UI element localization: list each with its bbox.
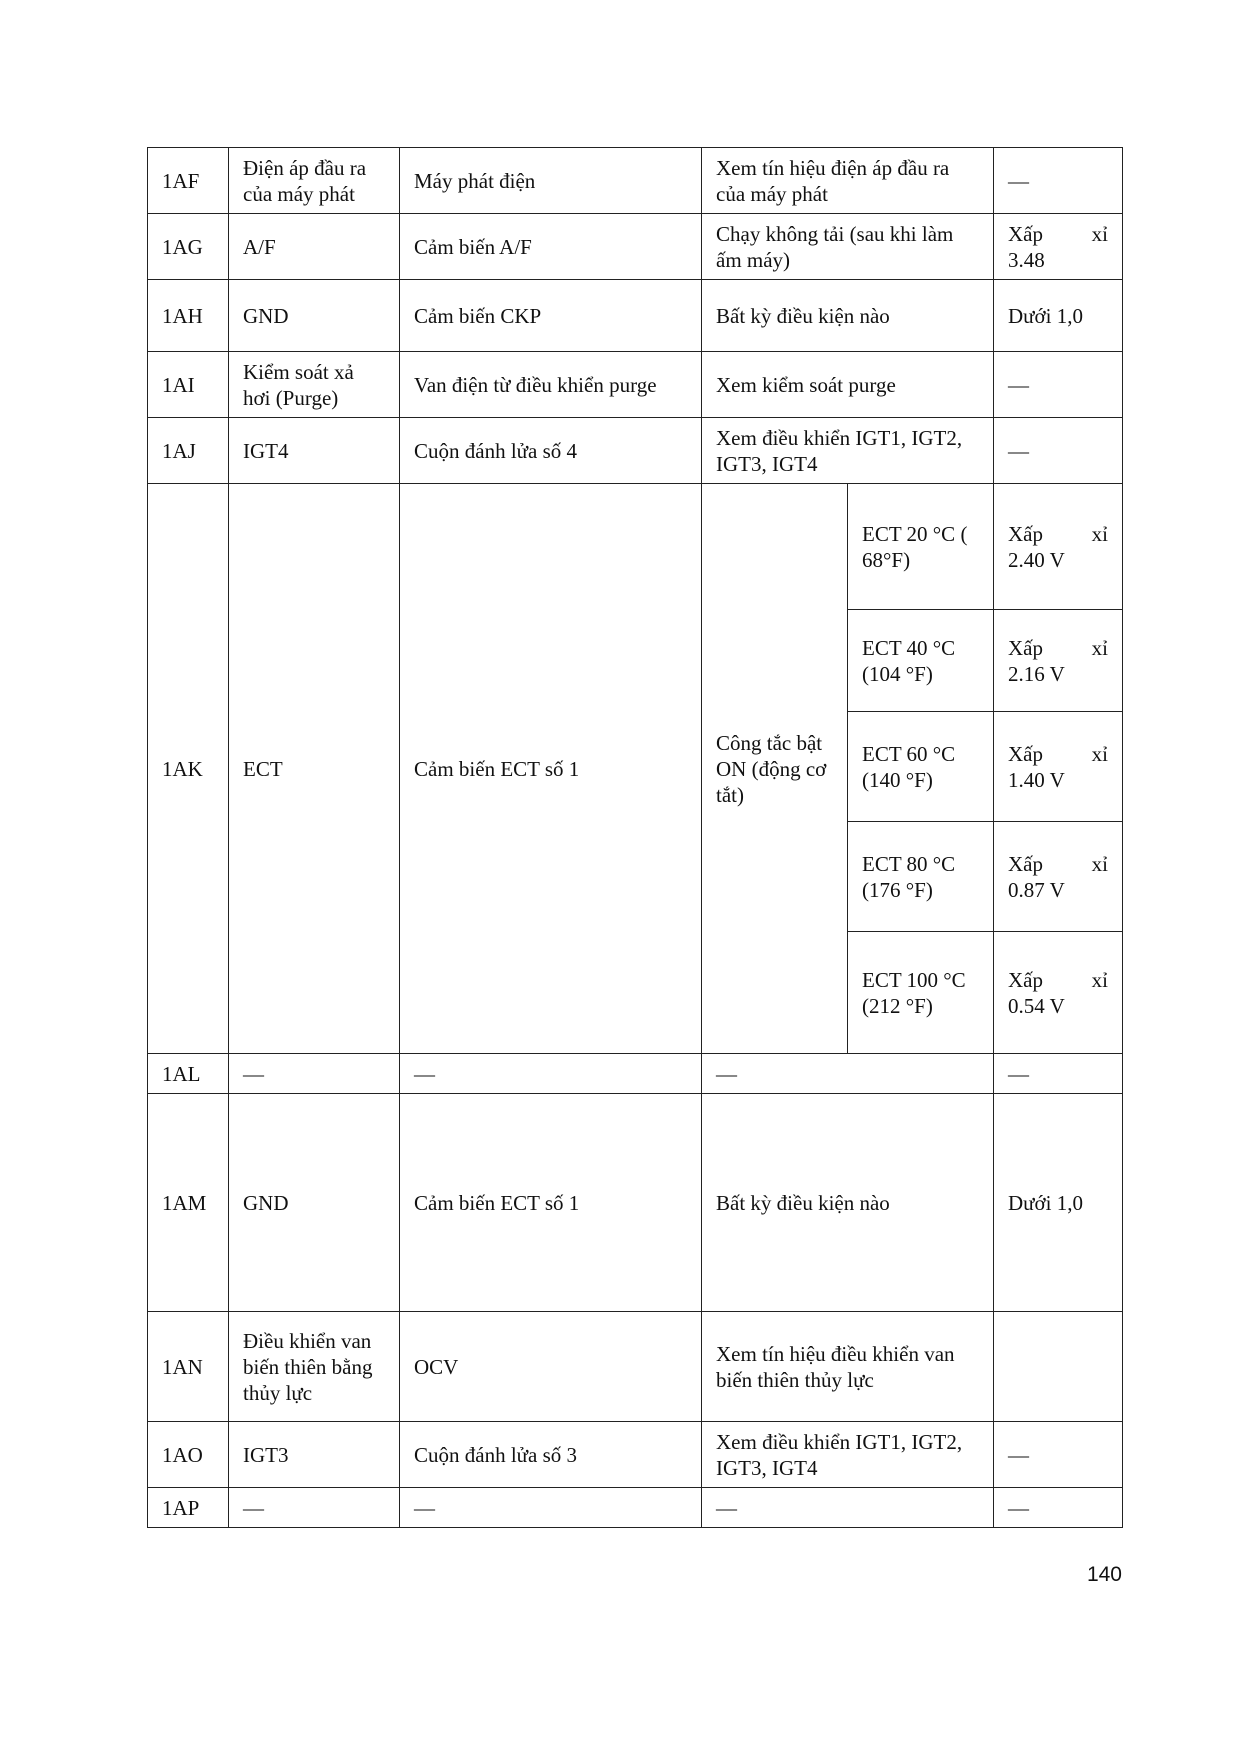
table-row <box>148 352 1123 418</box>
table-row <box>148 214 1123 280</box>
spec-word: Xấp <box>1008 221 1043 246</box>
terminal-table <box>147 147 1123 1528</box>
spec-word: xỉ <box>1091 741 1108 766</box>
signal-cell: IGT4 <box>229 418 400 484</box>
condition-cell: Xem tín hiệu điều khiển van biến thiên thủy lực <box>702 1312 994 1422</box>
spec-cell: — <box>994 418 1123 484</box>
component-cell: OCV <box>400 1312 702 1422</box>
component-cell: Cảm biến ECT số 1 <box>400 1094 702 1312</box>
pin-cell: 1AM <box>148 1094 229 1312</box>
page-number: 140 <box>1086 1563 1122 1586</box>
spec-word: Xấp <box>1008 741 1043 766</box>
table-row <box>148 1488 1123 1528</box>
spec-cell: — <box>994 1422 1123 1488</box>
spec-word: xỉ <box>1091 635 1108 660</box>
spec-cell <box>994 610 1123 712</box>
spec-value: 3.48 <box>1008 247 1045 272</box>
spec-word: Xấp <box>1008 635 1043 660</box>
spec-cell <box>994 712 1123 822</box>
component-cell: — <box>400 1054 702 1094</box>
spec-word: Xấp <box>1008 967 1043 992</box>
spec-cell <box>994 1312 1123 1422</box>
signal-cell: Kiểm soát xả hơi (Purge) <box>229 352 400 418</box>
component-cell: Van điện từ điều khiển purge <box>400 352 702 418</box>
signal-cell: — <box>229 1488 400 1528</box>
signal-cell: GND <box>229 1094 400 1312</box>
pin-cell: 1AG <box>148 214 229 280</box>
condition-cell: Bất kỳ điều kiện nào <box>702 280 994 352</box>
signal-cell: A/F <box>229 214 400 280</box>
table-row <box>148 418 1123 484</box>
spec-cell: — <box>994 1488 1123 1528</box>
spec-word: Xấp <box>1008 851 1043 876</box>
table-row <box>148 148 1123 214</box>
condition-cell: Xem tín hiệu điện áp đầu ra của máy phát <box>702 148 994 214</box>
component-cell: Máy phát điện <box>400 148 702 214</box>
component-cell: — <box>400 1488 702 1528</box>
spec-cell <box>994 822 1123 932</box>
table-row <box>148 1312 1123 1422</box>
spec-cell: Dưới 1,0 <box>994 280 1123 352</box>
temperature-cell: ECT 60 °C (140 °F) <box>848 712 994 822</box>
temperature-cell: ECT 80 °C (176 °F) <box>848 822 994 932</box>
condition-cell: Xem điều khiển IGT1, IGT2, IGT3, IGT4 <box>702 418 994 484</box>
pin-cell: 1AJ <box>148 418 229 484</box>
pin-cell: 1AN <box>148 1312 229 1422</box>
spec-value: 2.16 V <box>1008 661 1065 686</box>
pin-cell: 1AH <box>148 280 229 352</box>
pin-cell: 1AK <box>148 484 229 1054</box>
spec-word: xỉ <box>1091 521 1108 546</box>
spec-value: 2.40 V <box>1008 547 1065 572</box>
table-row <box>148 1054 1123 1094</box>
signal-cell: IGT3 <box>229 1422 400 1488</box>
spec-value: 0.54 V <box>1008 993 1065 1018</box>
table-row <box>148 1094 1123 1312</box>
signal-cell: — <box>229 1054 400 1094</box>
spec-cell <box>994 932 1123 1054</box>
spec-cell: Dưới 1,0 <box>994 1094 1123 1312</box>
signal-cell: Điều khiển van biến thiên bằng thủy lực <box>229 1312 400 1422</box>
condition-cell: Công tắc bật ON (động cơ tắt) <box>702 484 848 1054</box>
temperature-cell: ECT 100 °C (212 °F) <box>848 932 994 1054</box>
condition-cell: Xem điều khiển IGT1, IGT2, IGT3, IGT4 <box>702 1422 994 1488</box>
condition-cell: — <box>702 1054 994 1094</box>
spec-value: 1.40 V <box>1008 767 1065 792</box>
temperature-cell: ECT 20 °C ( 68°F) <box>848 484 994 610</box>
component-cell: Cảm biến CKP <box>400 280 702 352</box>
spec-cell <box>994 214 1123 280</box>
pin-cell: 1AF <box>148 148 229 214</box>
pin-cell: 1AP <box>148 1488 229 1528</box>
signal-cell: GND <box>229 280 400 352</box>
signal-cell: Điện áp đầu ra của máy phát <box>229 148 400 214</box>
spec-value: 0.87 V <box>1008 877 1065 902</box>
component-cell: Cuộn đánh lửa số 4 <box>400 418 702 484</box>
component-cell: Cảm biến ECT số 1 <box>400 484 702 1054</box>
spec-word: xỉ <box>1091 851 1108 876</box>
spec-word: xỉ <box>1091 221 1108 246</box>
spec-word: Xấp <box>1008 521 1043 546</box>
condition-cell: Bất kỳ điều kiện nào <box>702 1094 994 1312</box>
condition-cell: Xem kiểm soát purge <box>702 352 994 418</box>
component-cell: Cảm biến A/F <box>400 214 702 280</box>
spec-cell: — <box>994 352 1123 418</box>
table-row <box>148 1422 1123 1488</box>
pin-cell: 1AL <box>148 1054 229 1094</box>
spec-cell <box>994 484 1123 610</box>
spec-cell: — <box>994 1054 1123 1094</box>
condition-cell: — <box>702 1488 994 1528</box>
spec-cell: — <box>994 148 1123 214</box>
pin-cell: 1AO <box>148 1422 229 1488</box>
component-cell: Cuộn đánh lửa số 3 <box>400 1422 702 1488</box>
temperature-cell: ECT 40 °C (104 °F) <box>848 610 994 712</box>
table-row <box>148 280 1123 352</box>
spec-word: xỉ <box>1091 967 1108 992</box>
table-row <box>148 484 1123 610</box>
pin-cell: 1AI <box>148 352 229 418</box>
condition-cell: Chạy không tải (sau khi làm ấm máy) <box>702 214 994 280</box>
signal-cell: ECT <box>229 484 400 1054</box>
